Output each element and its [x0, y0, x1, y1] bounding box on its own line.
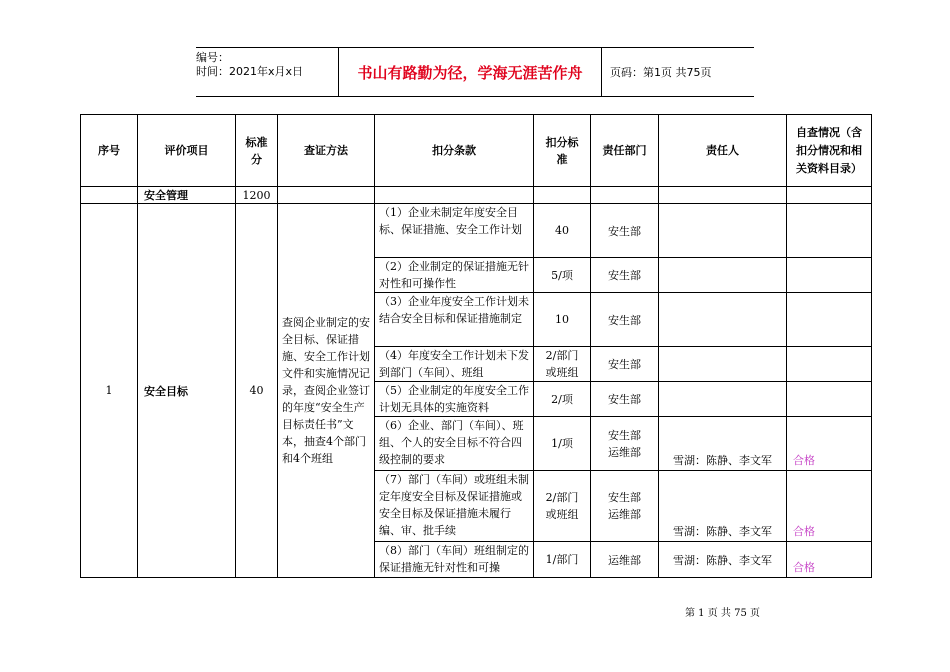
col-header-dept: 责任部门	[591, 115, 659, 187]
clause-5: （5）企业制定的年度安全工作计划无具体的实施资料	[375, 382, 534, 417]
status-6: 合格	[787, 417, 872, 471]
document-time-label: 时间：2021年x月x日	[196, 65, 304, 78]
clause-8-text: （8）部门（车间）班组制定的保证措施无针对性和可操	[379, 544, 529, 574]
section-item: 安全管理	[138, 187, 236, 204]
status-8: 合格	[787, 542, 872, 578]
page-footer: 第 1 页 共 75 页	[685, 608, 760, 619]
col-header-deduct-text: 扣分标准	[545, 135, 579, 166]
person-7: 雪湖：陈静、李文军	[659, 471, 787, 542]
section-empty-1	[278, 187, 375, 204]
col-header-seq: 序号	[81, 115, 138, 187]
evaluation-table	[80, 114, 872, 578]
person-3	[659, 293, 787, 347]
status-1	[787, 204, 872, 258]
col-header-clause: 扣分条款	[375, 115, 534, 187]
col-header-deduct	[534, 115, 591, 187]
group-item: 安全目标	[138, 204, 236, 578]
deduct-6: 1/项	[534, 417, 591, 471]
group-seq: 1	[81, 204, 138, 578]
section-empty-6	[787, 187, 872, 204]
deduct-7-text: 2/部门或班组	[545, 491, 579, 521]
status-7: 合格	[787, 471, 872, 542]
deduct-2: 5/项	[534, 258, 591, 293]
person-8: 雪湖：陈静、李文军	[659, 542, 787, 578]
status-4	[787, 347, 872, 382]
col-header-score	[236, 115, 278, 187]
document-header	[196, 47, 754, 97]
col-header-score-text: 标准分	[245, 135, 268, 166]
deduct-3: 10	[534, 293, 591, 347]
clause-1: （1）企业未制定年度安全目标、保证措施、安全工作计划	[375, 204, 534, 258]
table-header-row	[81, 115, 872, 187]
dept-3: 安生部	[591, 293, 659, 347]
dept-1: 安生部	[591, 204, 659, 258]
dept-8: 运维部	[591, 542, 659, 578]
deduct-7	[534, 471, 591, 542]
section-empty-3	[534, 187, 591, 204]
person-2	[659, 258, 787, 293]
table-row	[81, 204, 872, 258]
deduct-1: 40	[534, 204, 591, 258]
section-empty-4	[591, 187, 659, 204]
section-score: 1200	[236, 187, 278, 204]
col-header-self-check-text: 自查情况（含扣分情况和相关资料目录）	[796, 125, 862, 175]
person-4	[659, 347, 787, 382]
clause-3: （3）企业年度安全工作计划未结合安全目标和保证措施制定	[375, 293, 534, 347]
dept-7-text: 安生部运维部	[608, 491, 641, 521]
dept-6-text: 安生部运维部	[608, 428, 641, 459]
document-number-label: 编号：	[196, 51, 229, 64]
group-score: 40	[236, 204, 278, 578]
clause-6: （6）企业、部门（车间）、班组、个人的安全目标不符合四级控制的要求	[375, 417, 534, 471]
dept-6	[591, 417, 659, 471]
status-3	[787, 293, 872, 347]
col-header-method: 查证方法	[278, 115, 375, 187]
person-5	[659, 382, 787, 417]
col-header-person: 责任人	[659, 115, 787, 187]
status-5	[787, 382, 872, 417]
section-row	[81, 187, 872, 204]
dept-7	[591, 471, 659, 542]
status-2	[787, 258, 872, 293]
header-meta	[196, 48, 338, 96]
person-1	[659, 204, 787, 258]
deduct-5: 2/项	[534, 382, 591, 417]
clause-2: （2）企业制定的保证措施无针对性和可操作性	[375, 258, 534, 293]
deduct-4	[534, 347, 591, 382]
deduct-8: 1/部门	[534, 542, 591, 578]
dept-4: 安生部	[591, 347, 659, 382]
group-method: 查阅企业制定的安全目标、保证措施、安全工作计划文件和实施情况记录，查阅企业签订的年度“安全生产目标责任书”文本，抽查4个部门和4个班组	[278, 204, 375, 578]
col-header-item: 评价项目	[138, 115, 236, 187]
header-motto: 书山有路勤为径，学海无涯苦作舟	[338, 48, 602, 96]
clause-8	[375, 542, 534, 578]
header-page-label: 页码：第1页 共75页	[610, 66, 712, 79]
person-6: 雪湖：陈静、李文军	[659, 417, 787, 471]
col-header-self-check	[787, 115, 872, 187]
section-seq	[81, 187, 138, 204]
section-empty-2	[375, 187, 534, 204]
section-empty-5	[659, 187, 787, 204]
clause-4: （4）年度安全工作计划未下发到部门（车间）、班组	[375, 347, 534, 382]
dept-2: 安生部	[591, 258, 659, 293]
deduct-4-text: 2/部门或班组	[545, 349, 579, 379]
dept-5: 安生部	[591, 382, 659, 417]
clause-7: （7）部门（车间）或班组未制定年度安全目标及保证措施或安全目标及保证措施未履行编、审、批手续	[375, 471, 534, 542]
